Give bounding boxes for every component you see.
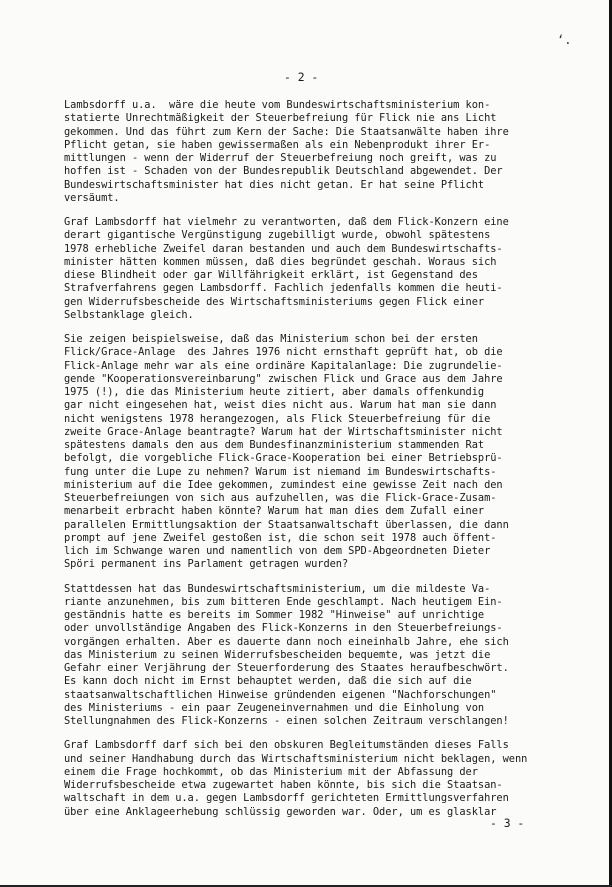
text-line: und seiner Handhabung durch das Wirtschaftsministerium nicht beklagen, wenn — [64, 752, 528, 765]
text-line: 1975 (!), die das Ministerium heute zitiert, aber damals offenkundig — [64, 386, 485, 398]
text-line: riante anzunehmen, bis zum bitteren Ende geschlampt. Nach heutigem Ein- — [64, 595, 503, 608]
text-line: Flick/Grace-Anlage des Jahres 1976 nicht ernsthaft geprüft hat, ob die — [64, 346, 503, 359]
text-line: Stellungnahmen des Flick-Konzerns - einen solchen Zeitraum verschlangen! — [64, 715, 509, 727]
paragraph — [64, 333, 604, 572]
text-line: gen Widerrufsbescheide des Wirtschaftsministeriums gegen Flick einer — [64, 295, 485, 308]
text-line: staatsanwaltschaftlichen Hinweise gründenden eigenen "Nachforschungen" — [64, 688, 497, 701]
text-line: Flick-Anlage mehr war als eine ordinäre Kapitalanlage: Die zugrundelie- — [64, 359, 503, 372]
paragraph — [64, 99, 604, 205]
text-line: Steuerbefreiungen von sich aus aufzuhellen, was die Flick-Grace-Zusam- — [64, 492, 497, 504]
text-line: spätestens damals den aus dem Bundesfinanzministerium stammenden Rat — [64, 439, 485, 451]
text-line: mittlungen - wenn der Widerruf der Steuerbefreiung noch greift, was zu — [64, 152, 497, 164]
text-line: oder unvollständige Angaben des Flick-Konzerns in den Steuerbefreiungs- — [64, 622, 503, 635]
text-line: das Ministerium zu seinen Widerrufsbescheiden bequemte, was jetzt die — [64, 648, 491, 661]
next-page-indicator: - 3 - — [490, 816, 525, 830]
paragraph — [64, 216, 604, 322]
text-line: prompt auf jene Zweifel gestoßen ist, die schon seit 1978 auch öffent- — [64, 531, 497, 544]
paragraph — [64, 583, 604, 729]
text-line: Widerrufsbescheide etwa zugewartet haben könnte, bis sich die Staatsan- — [64, 779, 503, 791]
text-line: Pflicht getan, sie haben gewissermaßen als ein Nebenprodukt ihrer Er- — [64, 138, 491, 151]
text-line: Selbstanklage gleich. — [64, 308, 194, 321]
text-line: ministerium auf die Idee gekommen, zumindest eine gewisse Zeit nach den — [64, 478, 503, 491]
text-line: des Ministeriums - ein paar Zeugeneinvernahmen und die Einholung von — [64, 701, 485, 714]
text-line: lich im Schwange waren und namentlich von dem SPD-Abgeordneten Dieter — [64, 545, 491, 557]
text-line: gekommen. Und das führt zum Kern der Sache: Die Staatsanwälte haben ihre — [64, 125, 509, 138]
text-line: statierte Unrechtmäßigkeit der Steuerbefreiung für Flick nie ans Licht — [64, 112, 497, 125]
page-number: - 2 - — [284, 70, 319, 84]
text-line: parallelen Ermittlungsaktion der Staatsanwaltschaft überlassen, die dann — [64, 518, 509, 531]
text-line: gende "Kooperationsvereinbarung" zwischen Flick und Grace aus dem Jahre — [64, 372, 503, 385]
text-line: minister hätten kommen müssen, daß dies begründet geschah. Woraus sich — [64, 255, 497, 268]
text-line: derart gigantische Vergünstigung zugebilligt wurde, obwohl spätestens — [64, 229, 491, 242]
text-line: vorgängen erhalten. Aber es dauerte dann noch eineinhalb Jahre, ehe sich — [64, 635, 509, 648]
document-body — [64, 99, 604, 830]
text-line: gar nicht eingesehen hat, weist dies nicht aus. Warum hat man sie dann — [64, 399, 497, 412]
paragraph — [64, 739, 604, 819]
text-line: fung unter die Lupe zu nehmen? Warum ist niemand im Bundeswirtschafts- — [64, 465, 497, 478]
text-line: nicht wenigstens 1978 herangezogen, als Flick Steuerbefreiung für die — [64, 412, 491, 425]
text-line: Gefahr einer Verjährung der Steuerforderung des Staates heraufbeschwört. — [64, 662, 509, 674]
text-line: hoffen ist - Schaden von der Bundesrepublik Deutschland abgewendet. Der — [64, 165, 503, 178]
text-line: Sie zeigen beispielsweise, daß das Ministerium schon bei der ersten — [64, 333, 478, 345]
text-line: Bundeswirtschaftsminister hat dies nicht getan. Er hat seine Pflicht — [64, 178, 485, 191]
text-line: versäumt. — [64, 191, 120, 204]
text-line: 1978 erhebliche Zweifel daran bestanden und auch dem Bundeswirtschafts- — [64, 242, 503, 255]
text-line: Lambsdorff u.a. wäre die heute vom Bundeswirtschaftsministerium kon- — [64, 99, 491, 111]
text-line: Graf Lambsdorff hat vielmehr zu verantworten, daß dem Flick-Konzern eine — [64, 216, 509, 228]
text-line: menarbeit erbracht haben könnte? Warum hat man dies dem Zufall einer — [64, 505, 485, 518]
text-line: diese Blindheit oder gar Willfährigkeit erklärt, ist Gegenstand des — [64, 269, 478, 281]
text-line: Graf Lambsdorff darf sich bei den obskuren Begleitumständen dieses Falls — [64, 739, 509, 752]
margin-mark: ‘. — [557, 33, 572, 47]
text-line: zweite Grace-Anlage beantragte? Warum hat der Wirtschaftsminister nicht — [64, 425, 503, 438]
text-line: befolgt, die vorgebliche Flick-Grace-Kooperation bei einer Betriebsprü- — [64, 452, 503, 465]
text-line: geständnis hatte es bereits im Sommer 1982 "Hinweise" auf unrichtige — [64, 609, 485, 621]
text-line: Stattdessen hat das Bundeswirtschaftsministerium, um die mildeste Va- — [64, 582, 491, 595]
text-line: über eine Anklageerhebung schlüssig geworden war. Oder, um es glasklar — [64, 805, 497, 818]
text-line: waltschaft in dem u.a. gegen Lambsdorff gerichteten Ermittlungsverfahren — [64, 792, 509, 805]
text-line: Es kann doch nicht im Ernst behauptet werden, daß die sich auf die — [64, 675, 472, 688]
text-line: einem die Frage hochkommt, ob das Ministerium mit der Abfassung der — [64, 765, 478, 778]
text-line: Strafverfahrens gegen Lambsdorff. Fachlich jedenfalls kommen die heuti- — [64, 282, 503, 295]
text-line: Spöri permanent ins Parlament getragen wurden? — [64, 558, 349, 571]
